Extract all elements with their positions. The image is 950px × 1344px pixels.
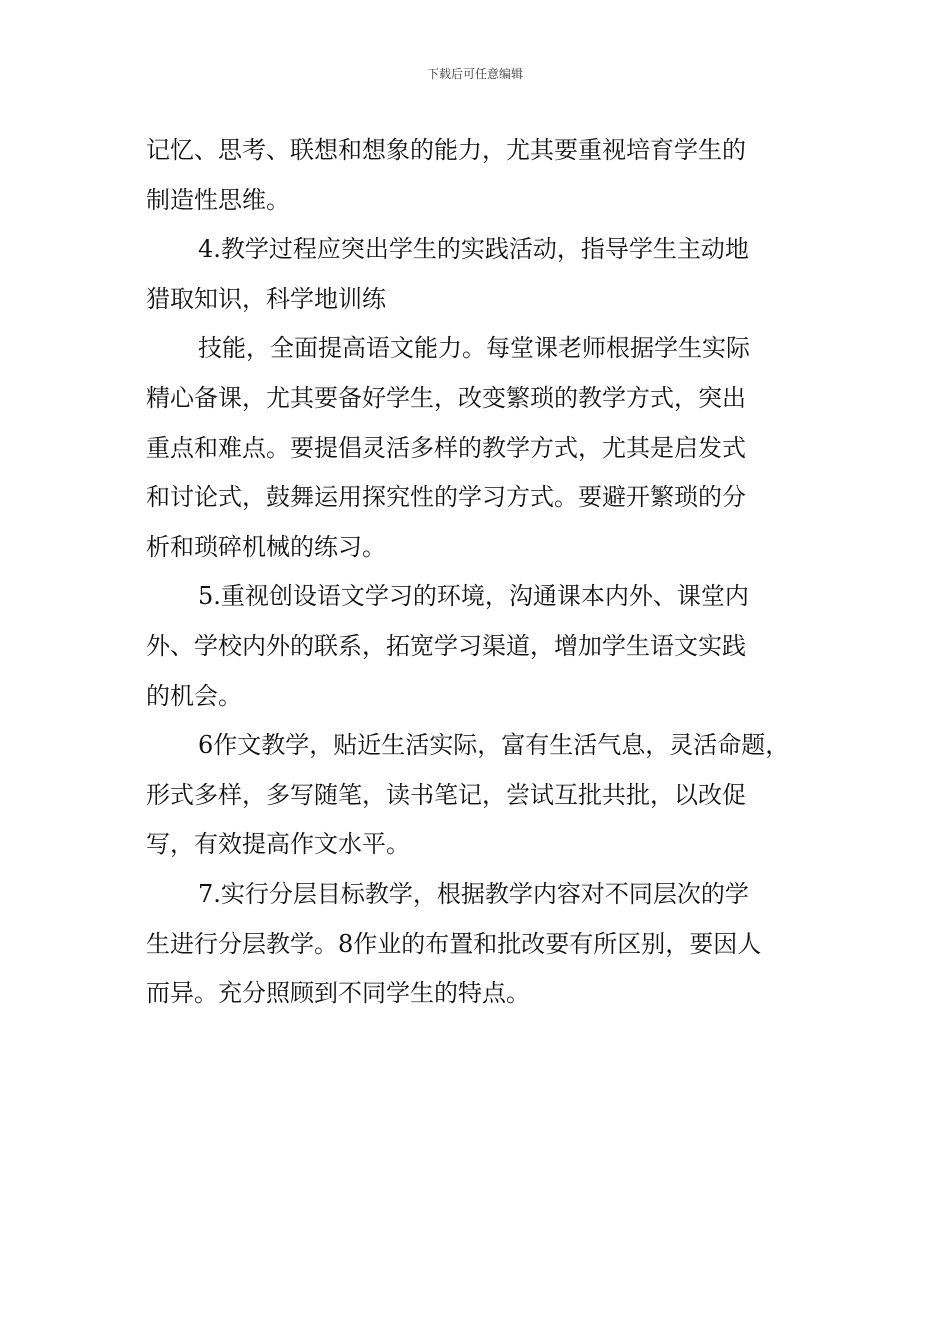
text-line: 和讨论式，鼓舞运用探究性的学习方式。要避开繁琐的分	[146, 483, 746, 512]
text-line: 7.实行分层目标教学，根据教学内容对不同层次的学	[198, 879, 749, 908]
text-line: 技能，全面提高语文能力。每堂课老师根据学生实际	[198, 334, 750, 363]
text-line: 记忆、思考、联想和想象的能力，尤其要重视培育学生的	[146, 136, 746, 164]
text-line: 生进行分层教学。8作业的布置和批改要有所区别，要因人	[146, 929, 762, 958]
text-line: 析和琐碎机械的练习。	[146, 532, 386, 561]
page-header: 下载后可任意编辑	[426, 67, 523, 81]
text-line: 写，有效提高作文水平。	[146, 830, 410, 859]
text-line: 猎取知识，科学地训练	[146, 284, 386, 313]
text-line: 而异。充分照顾到不同学生的特点。	[146, 979, 530, 1008]
text-line: 精心备课，尤其要备好学生，改变繁琐的教学方式，突出	[146, 383, 746, 412]
document-body	[146, 126, 826, 1019]
text-line: 4.教学过程应突出学生的实践活动，指导学生主动地	[198, 235, 749, 264]
text-line: 重点和难点。要提倡灵活多样的教学方式，尤其是启发式	[146, 433, 746, 462]
text-line: 6作文教学，贴近生活实际，富有生活气息，灵活命题，	[198, 731, 790, 760]
text-line: 形式多样，多写随笔，读书笔记，尝试互批共批，以改促	[146, 780, 746, 809]
text-line: 的机会。	[146, 681, 242, 710]
text-line: 外、学校内外的联系，拓宽学习渠道，增加学生语文实践	[146, 631, 746, 660]
text-line: 制造性思维。	[146, 185, 290, 214]
text-line: 5.重视创设语文学习的环境，沟通课本内外、课堂内	[198, 582, 749, 611]
